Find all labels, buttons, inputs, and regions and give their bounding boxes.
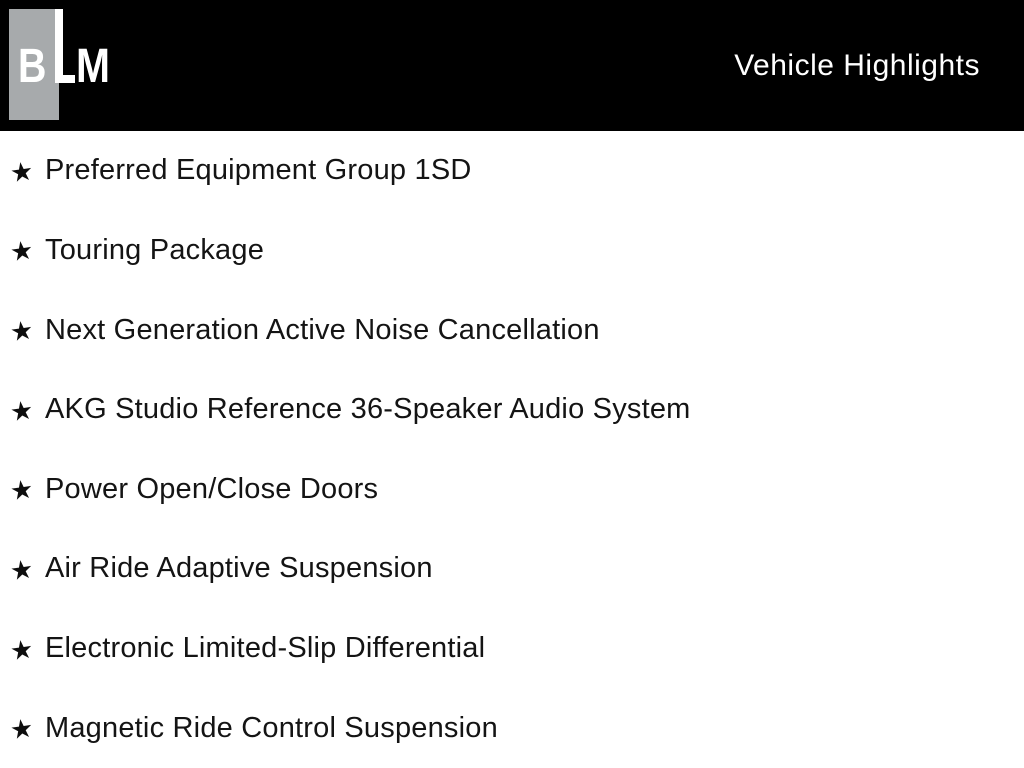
logo-letter-b: B (18, 40, 47, 93)
highlight-item (0, 529, 1024, 609)
highlight-item (0, 688, 1024, 768)
highlight-text: Power Open/Close Doors (45, 472, 379, 505)
highlight-text: Touring Package (45, 233, 265, 266)
header-bar (0, 0, 1024, 131)
logo-letter-l-stem (55, 9, 63, 83)
highlight-item (0, 290, 1024, 370)
highlight-text: Preferred Equipment Group 1SD (45, 154, 472, 187)
star-bullet-icon: ★ (8, 234, 36, 268)
star-bullet-icon: ★ (8, 155, 36, 189)
blm-logo (0, 0, 130, 131)
page-title: Vehicle Highlights (734, 48, 980, 82)
star-bullet-icon: ★ (8, 314, 36, 348)
star-bullet-icon: ★ (8, 553, 36, 587)
highlight-text: Next Generation Active Noise Cancellation (45, 313, 600, 346)
highlight-text: Air Ride Adaptive Suspension (45, 552, 433, 585)
star-bullet-icon: ★ (8, 473, 36, 507)
logo-letter-m: M (76, 40, 110, 93)
star-bullet-icon: ★ (8, 632, 36, 666)
highlight-item (0, 211, 1024, 291)
highlights-list (0, 131, 1024, 768)
highlight-item (0, 609, 1024, 689)
highlight-text: Electronic Limited-Slip Differential (45, 632, 486, 665)
highlight-item (0, 131, 1024, 211)
logo-letter-l-foot (55, 75, 75, 83)
star-bullet-icon: ★ (8, 394, 36, 427)
highlight-item (0, 450, 1024, 530)
highlight-item (0, 370, 1024, 450)
highlight-text: AKG Studio Reference 36-Speaker Audio System (45, 393, 691, 426)
star-bullet-icon: ★ (8, 712, 36, 746)
highlight-text: Magnetic Ride Control Suspension (45, 711, 498, 744)
